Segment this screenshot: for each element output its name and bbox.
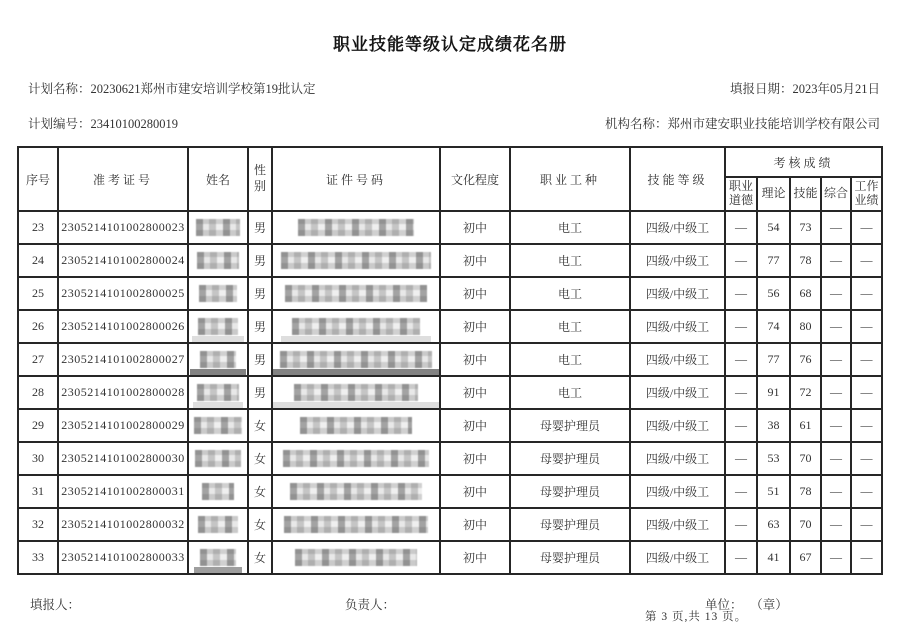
- col-header-education: 文化程度: [440, 147, 510, 211]
- cell-gender: 男: [248, 277, 272, 310]
- cell-theory: 51: [757, 475, 790, 508]
- cell-gender: 男: [248, 211, 272, 244]
- cell-skill: 72: [790, 376, 821, 409]
- cell-skill-level: 四级/中级工: [630, 310, 725, 343]
- filler-label: 填报人：: [30, 598, 81, 612]
- cell-comprehensive: —: [821, 508, 851, 541]
- cell-skill: 70: [790, 442, 821, 475]
- cell-occupation: 电工: [510, 211, 630, 244]
- table-row: [18, 475, 882, 508]
- table-row: [18, 442, 882, 475]
- cell-name: [188, 508, 248, 541]
- table-row: [18, 343, 882, 376]
- cell-comprehensive: —: [821, 211, 851, 244]
- cell-education: 初中: [440, 442, 510, 475]
- manager-label: 负责人：: [345, 598, 396, 612]
- cell-no: 27: [18, 343, 58, 376]
- cell-skill: 61: [790, 409, 821, 442]
- cell-ticket: 2305214101002800023: [58, 211, 188, 244]
- col-header-comprehensive: 综合: [821, 177, 851, 211]
- redacted-id-number: [294, 384, 418, 401]
- header-row-1: [18, 147, 882, 177]
- cell-no: 32: [18, 508, 58, 541]
- cell-name: [188, 409, 248, 442]
- cell-theory: 56: [757, 277, 790, 310]
- plan-name: 计划名称：20230621郑州市建安培训学校第19批认定: [28, 82, 316, 96]
- cell-name: [188, 310, 248, 343]
- cell-no: 28: [18, 376, 58, 409]
- cell-ethics: —: [725, 508, 757, 541]
- table-row: [18, 541, 882, 574]
- redaction-bar: [193, 402, 243, 408]
- cell-id-number: [272, 541, 440, 574]
- cell-skill: 73: [790, 211, 821, 244]
- cell-ticket: 2305214101002800025: [58, 277, 188, 310]
- cell-ethics: —: [725, 211, 757, 244]
- cell-comprehensive: —: [821, 343, 851, 376]
- cell-name: [188, 244, 248, 277]
- cell-gender: 男: [248, 376, 272, 409]
- cell-theory: 54: [757, 211, 790, 244]
- cell-gender: 女: [248, 508, 272, 541]
- col-header-ticket: 准考证号: [58, 147, 188, 211]
- cell-skill-level: 四级/中级工: [630, 508, 725, 541]
- cell-gender: 女: [248, 442, 272, 475]
- cell-education: 初中: [440, 343, 510, 376]
- cell-education: 初中: [440, 211, 510, 244]
- cell-skill: 76: [790, 343, 821, 376]
- col-header-no: 序号: [18, 147, 58, 211]
- cell-name: [188, 442, 248, 475]
- redacted-id-number: [300, 417, 412, 434]
- cell-work: —: [851, 277, 882, 310]
- col-header-gender: 性别: [248, 147, 272, 211]
- cell-skill: 70: [790, 508, 821, 541]
- cell-skill-level: 四级/中级工: [630, 409, 725, 442]
- signature-row: [0, 595, 900, 615]
- cell-name: [188, 475, 248, 508]
- cell-theory: 74: [757, 310, 790, 343]
- redacted-id-number: [280, 351, 432, 368]
- cell-ethics: —: [725, 376, 757, 409]
- cell-work: —: [851, 343, 882, 376]
- redacted-id-number: [284, 516, 428, 533]
- cell-id-number: [272, 211, 440, 244]
- cell-ticket: 2305214101002800026: [58, 310, 188, 343]
- cell-ticket: 2305214101002800028: [58, 376, 188, 409]
- cell-id-number: [272, 475, 440, 508]
- cell-ethics: —: [725, 343, 757, 376]
- col-header-theory: 理论: [757, 177, 790, 211]
- cell-education: 初中: [440, 475, 510, 508]
- cell-ethics: —: [725, 310, 757, 343]
- redacted-name: [194, 417, 242, 434]
- page-number-info: 第 3 页,共 13 页。: [645, 611, 748, 623]
- cell-skill-level: 四级/中级工: [630, 211, 725, 244]
- meta-row-2: [28, 114, 880, 132]
- cell-name: [188, 541, 248, 574]
- cell-education: 初中: [440, 310, 510, 343]
- cell-no: 31: [18, 475, 58, 508]
- redaction-bar: [192, 336, 244, 342]
- cell-ticket: 2305214101002800024: [58, 244, 188, 277]
- cell-id-number: [272, 508, 440, 541]
- cell-ticket: 2305214101002800031: [58, 475, 188, 508]
- cell-skill: 68: [790, 277, 821, 310]
- cell-id-number: [272, 442, 440, 475]
- cell-comprehensive: —: [821, 541, 851, 574]
- table-row: [18, 376, 882, 409]
- redacted-name: [196, 219, 240, 236]
- cell-comprehensive: —: [821, 409, 851, 442]
- cell-work: —: [851, 211, 882, 244]
- cell-no: 26: [18, 310, 58, 343]
- cell-no: 23: [18, 211, 58, 244]
- cell-ticket: 2305214101002800027: [58, 343, 188, 376]
- redacted-name: [197, 384, 239, 401]
- redacted-name: [197, 252, 239, 269]
- redacted-name: [198, 318, 238, 335]
- redaction-bar: [190, 369, 246, 375]
- cell-occupation: 母婴护理员: [510, 508, 630, 541]
- redacted-id-number: [281, 252, 431, 269]
- cell-skill-level: 四级/中级工: [630, 277, 725, 310]
- cell-skill: 80: [790, 310, 821, 343]
- col-header-id-number: 证件号码: [272, 147, 440, 211]
- cell-ethics: —: [725, 442, 757, 475]
- redaction-bar: [272, 369, 440, 375]
- table-row: [18, 409, 882, 442]
- cell-id-number: [272, 277, 440, 310]
- cell-no: 25: [18, 277, 58, 310]
- cell-education: 初中: [440, 541, 510, 574]
- cell-occupation: 母婴护理员: [510, 541, 630, 574]
- cell-no: 29: [18, 409, 58, 442]
- cell-education: 初中: [440, 244, 510, 277]
- cell-skill-level: 四级/中级工: [630, 376, 725, 409]
- cell-ticket: 2305214101002800029: [58, 409, 188, 442]
- col-header-scores-group: 考核成绩: [725, 147, 882, 177]
- cell-skill-level: 四级/中级工: [630, 442, 725, 475]
- table-row: [18, 244, 882, 277]
- table-row: [18, 508, 882, 541]
- cell-occupation: 母婴护理员: [510, 409, 630, 442]
- col-header-occupation: 职业工种: [510, 147, 630, 211]
- cell-no: 33: [18, 541, 58, 574]
- cell-comprehensive: —: [821, 310, 851, 343]
- plan-code: 计划编号：23410100280019: [28, 117, 179, 131]
- cell-education: 初中: [440, 409, 510, 442]
- cell-ethics: —: [725, 475, 757, 508]
- cell-ticket: 2305214101002800032: [58, 508, 188, 541]
- cell-gender: 女: [248, 541, 272, 574]
- cell-comprehensive: —: [821, 475, 851, 508]
- cell-occupation: 电工: [510, 277, 630, 310]
- cell-occupation: 电工: [510, 244, 630, 277]
- table-row: [18, 310, 882, 343]
- cell-comprehensive: —: [821, 376, 851, 409]
- cell-occupation: 电工: [510, 376, 630, 409]
- cell-theory: 53: [757, 442, 790, 475]
- cell-id-number: [272, 343, 440, 376]
- redacted-name: [195, 450, 241, 467]
- cell-work: —: [851, 508, 882, 541]
- redacted-id-number: [285, 285, 427, 302]
- org-name: 机构名称：郑州市建安职业技能培训学校有限公司: [604, 117, 880, 131]
- cell-work: —: [851, 442, 882, 475]
- cell-education: 初中: [440, 376, 510, 409]
- cell-gender: 男: [248, 343, 272, 376]
- cell-education: 初中: [440, 508, 510, 541]
- redacted-id-number: [283, 450, 429, 467]
- cell-work: —: [851, 376, 882, 409]
- cell-id-number: [272, 310, 440, 343]
- cell-skill: 67: [790, 541, 821, 574]
- cell-theory: 41: [757, 541, 790, 574]
- redacted-name: [198, 516, 238, 533]
- redacted-name: [202, 483, 234, 500]
- cell-comprehensive: —: [821, 277, 851, 310]
- redacted-id-number: [290, 483, 422, 500]
- cell-gender: 女: [248, 409, 272, 442]
- score-roster-table: [17, 146, 883, 575]
- cell-theory: 38: [757, 409, 790, 442]
- col-header-work: 工作业绩: [851, 177, 882, 211]
- cell-work: —: [851, 409, 882, 442]
- cell-gender: 男: [248, 310, 272, 343]
- cell-skill-level: 四级/中级工: [630, 475, 725, 508]
- cell-ethics: —: [725, 541, 757, 574]
- cell-education: 初中: [440, 277, 510, 310]
- cell-work: —: [851, 541, 882, 574]
- redaction-bar: [281, 336, 431, 342]
- cell-work: —: [851, 310, 882, 343]
- redacted-id-number: [298, 219, 414, 236]
- redaction-bar: [272, 402, 440, 408]
- cell-no: 24: [18, 244, 58, 277]
- cell-id-number: [272, 244, 440, 277]
- cell-ticket: 2305214101002800033: [58, 541, 188, 574]
- cell-theory: 91: [757, 376, 790, 409]
- cell-comprehensive: —: [821, 442, 851, 475]
- col-header-skill: 技能: [790, 177, 821, 211]
- cell-gender: 女: [248, 475, 272, 508]
- cell-ethics: —: [725, 277, 757, 310]
- redacted-name: [200, 549, 236, 566]
- cell-id-number: [272, 409, 440, 442]
- cell-gender: 男: [248, 244, 272, 277]
- cell-occupation: 电工: [510, 343, 630, 376]
- meta-row-1: [28, 79, 880, 97]
- cell-skill-level: 四级/中级工: [630, 343, 725, 376]
- cell-occupation: 母婴护理员: [510, 475, 630, 508]
- cell-ticket: 2305214101002800030: [58, 442, 188, 475]
- col-header-ethics: 职业道德: [725, 177, 757, 211]
- cell-skill-level: 四级/中级工: [630, 244, 725, 277]
- cell-ethics: —: [725, 244, 757, 277]
- cell-occupation: 电工: [510, 310, 630, 343]
- table-row: [18, 211, 882, 244]
- fill-date: 填报日期：2023年05月21日: [729, 82, 880, 96]
- cell-occupation: 母婴护理员: [510, 442, 630, 475]
- redacted-id-number: [292, 318, 420, 335]
- cell-theory: 63: [757, 508, 790, 541]
- col-header-skill-level: 技能等级: [630, 147, 725, 211]
- cell-name: [188, 211, 248, 244]
- cell-id-number: [272, 376, 440, 409]
- cell-theory: 77: [757, 244, 790, 277]
- cell-skill-level: 四级/中级工: [630, 541, 725, 574]
- cell-work: —: [851, 244, 882, 277]
- col-header-name: 姓名: [188, 147, 248, 211]
- cell-no: 30: [18, 442, 58, 475]
- unit-label-text: 单位：: [705, 598, 743, 612]
- cell-theory: 77: [757, 343, 790, 376]
- table-row: [18, 277, 882, 310]
- cell-name: [188, 376, 248, 409]
- redaction-bar: [194, 567, 242, 573]
- cell-skill: 78: [790, 244, 821, 277]
- redacted-id-number: [295, 549, 417, 566]
- cell-work: —: [851, 475, 882, 508]
- cell-name: [188, 343, 248, 376]
- cell-ethics: —: [725, 409, 757, 442]
- cell-name: [188, 277, 248, 310]
- redacted-name: [200, 351, 236, 368]
- cell-skill: 78: [790, 475, 821, 508]
- redacted-name: [199, 285, 237, 302]
- seal-placeholder: （章）: [756, 598, 788, 612]
- cell-comprehensive: —: [821, 244, 851, 277]
- page-title: 职业技能等级认定成绩花名册: [333, 35, 567, 54]
